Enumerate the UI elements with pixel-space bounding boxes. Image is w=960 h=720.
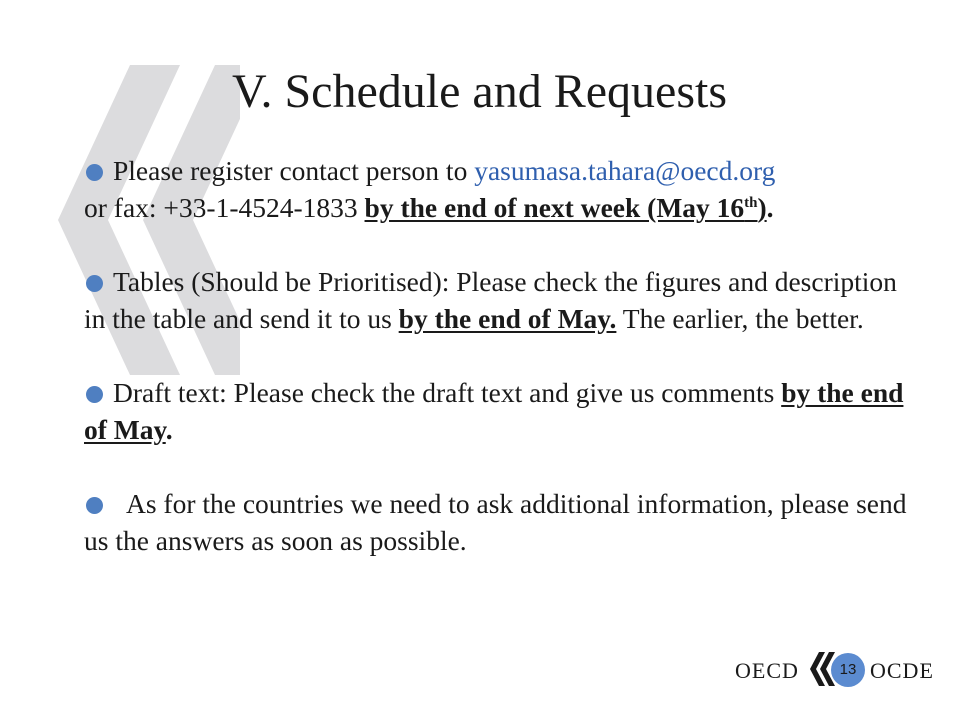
bullet-1-deadline: by the end of next week (May 16th) — [364, 192, 767, 223]
bullet-1-period: . — [766, 192, 774, 223]
footer-logo — [735, 650, 945, 690]
bullet-3 — [84, 374, 914, 448]
bullet-3-period: . — [165, 414, 173, 445]
bullet-1 — [84, 152, 914, 226]
email-link[interactable]: yasumasa.tahara@oecd.org — [474, 155, 776, 186]
bullet-3-text: Draft text: Please check the draft text and give us comments — [113, 377, 782, 408]
bullet-dot-icon — [86, 164, 103, 181]
bullet-2-text: Tables (Should be Prioritised): Please check the figures and description in the table and send it to us — [84, 266, 897, 334]
bullet-4-text: As for the countries we need to ask additional information, please send us the answers as soon as possible. — [84, 488, 907, 556]
bullet-dot-icon — [86, 497, 103, 514]
bullet-dot-icon — [86, 386, 103, 403]
bullet-2 — [84, 263, 914, 337]
bullet-1-text: Please register contact person to — [113, 155, 475, 186]
bullet-2-deadline: by the end of May. — [398, 303, 617, 334]
slide-title: V. Schedule and Requests — [232, 65, 728, 118]
ocde-label: OCDE — [870, 658, 934, 683]
bullet-2-after: The earlier, the better. — [616, 303, 864, 334]
bullet-4 — [84, 485, 914, 559]
bullet-dot-icon — [86, 275, 103, 292]
page-number: 13 — [831, 653, 865, 687]
bullet-1-fax: or fax: +33-1-4524-1833 — [84, 192, 365, 223]
bullet-3-deadline: by the end of May — [84, 377, 904, 445]
oecd-label: OECD — [735, 658, 799, 683]
slide-body — [84, 152, 914, 559]
